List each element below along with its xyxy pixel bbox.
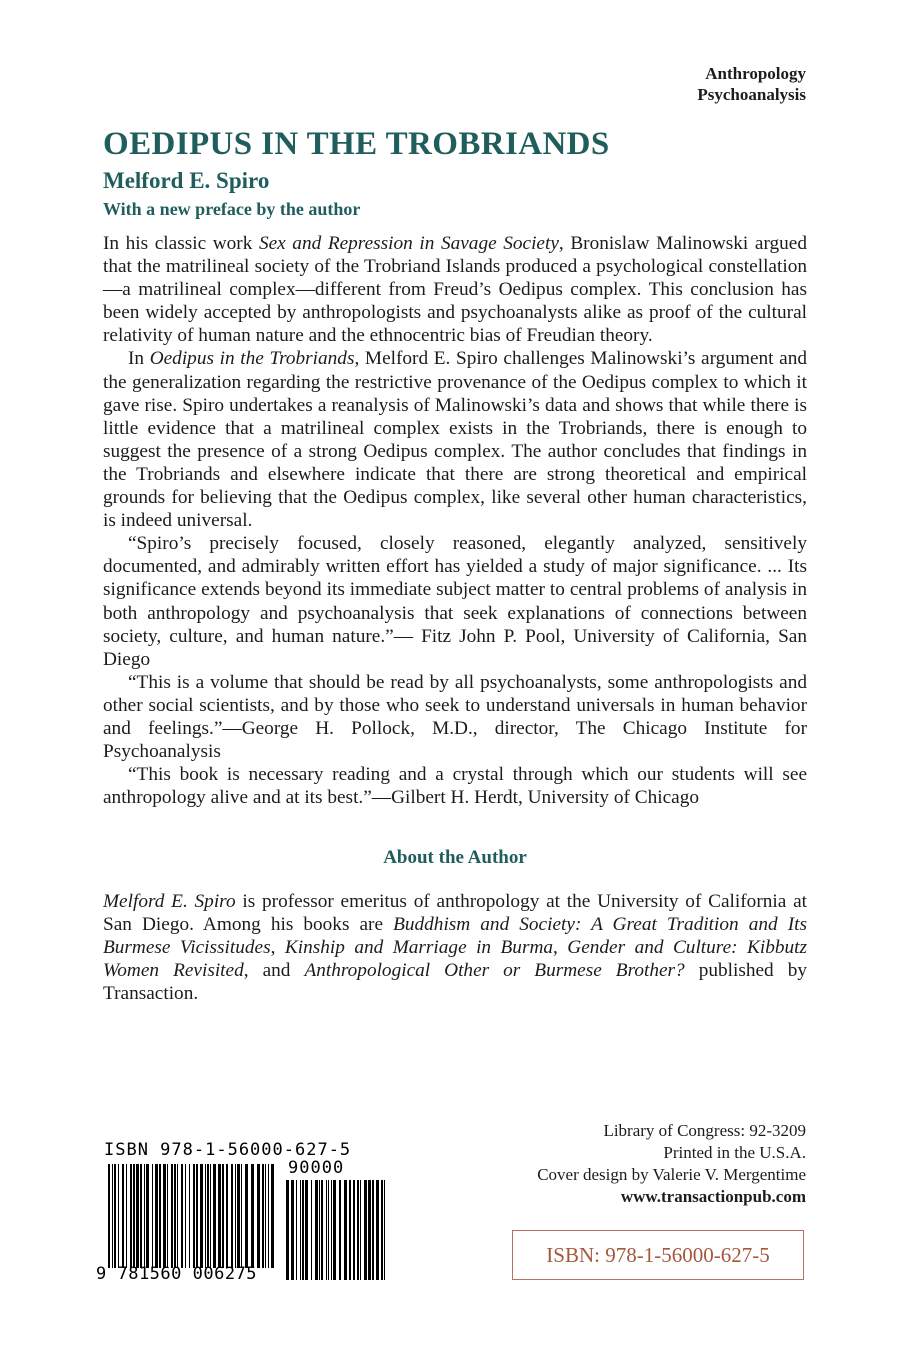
barcode-bar — [155, 1164, 158, 1268]
library-of-congress: Library of Congress: 92-3209 — [603, 1121, 806, 1140]
italic-run: Sex and Repression in Savage Society — [258, 233, 559, 254]
book-title: OEDIPUS IN THE TROBRIANDS — [103, 126, 610, 162]
barcode-bar — [319, 1180, 320, 1280]
barcode-bar — [321, 1180, 323, 1280]
barcode-bar — [331, 1180, 332, 1280]
barcode-bar — [333, 1180, 336, 1280]
barcode-bar — [122, 1164, 124, 1268]
isbn-barcode — [96, 1140, 396, 1290]
description-paragraph-2 — [103, 347, 807, 532]
text-run: , — [553, 937, 568, 959]
barcode-bar — [291, 1180, 294, 1280]
barcode-bar — [213, 1164, 216, 1268]
barcode-bar — [218, 1164, 221, 1268]
barcode-bar — [364, 1180, 367, 1280]
barcode-bar — [344, 1180, 347, 1280]
barcode-bar — [130, 1164, 132, 1268]
barcode-bar — [118, 1164, 119, 1268]
barcode-bar — [171, 1164, 173, 1268]
barcode-bar — [237, 1164, 240, 1268]
barcode-bar — [286, 1180, 289, 1280]
barcode-bar — [136, 1164, 139, 1268]
barcode-bar — [339, 1180, 341, 1280]
barcode-digits: 9 781560 006275 — [96, 1264, 258, 1284]
barcode-bar — [231, 1164, 233, 1268]
barcode-bar — [210, 1164, 211, 1268]
barcode-bar — [360, 1180, 361, 1280]
barcode-bar — [133, 1164, 135, 1268]
italic-run: Kinship and Marriage in Burma — [284, 937, 554, 959]
review-quote-pool: “Spiro’s precisely focused, closely reasoned, elegantly analyzed, sensitively documented, and admirably written effort has yielded a study of major significance. ... Its significance extends beyond its immediate subject matter to central problems of analysis in both anthropology and psychoanalysis that seek explanations of connections between society, culture, and human nature.”— Fitz John P. Pool, University of California, San Diego — [103, 533, 807, 670]
text-run: published by Transaction. — [103, 960, 807, 1005]
description-paragraph-1 — [103, 232, 807, 347]
barcode-bar — [368, 1180, 371, 1280]
barcode-bar — [185, 1164, 186, 1268]
barcode-bar — [257, 1164, 260, 1268]
barcode-bar — [114, 1164, 116, 1268]
barcode-bar — [140, 1164, 142, 1268]
barcode-bar — [349, 1180, 351, 1280]
review-quote-herdt: “This book is necessary reading and a crystal through which our students will see anthropology alive and at its best.”—Gilbert H. Herdt, University of Chicago — [103, 764, 807, 809]
barcode-bar — [126, 1164, 127, 1268]
barcode-bar — [196, 1164, 198, 1268]
barcode-bar — [357, 1180, 359, 1280]
italic-run: Buddhism and Society: A Great Tradition and Its Burmese Vicissitudes — [103, 914, 808, 959]
barcode-bar — [245, 1164, 248, 1268]
barcode-bar — [376, 1180, 379, 1280]
barcode-bar — [311, 1180, 312, 1280]
barcode-bar — [205, 1164, 206, 1268]
barcode-bar — [265, 1164, 266, 1268]
barcode-bar — [152, 1164, 153, 1268]
barcode-isbn-text: ISBN 978-1-56000-627-5 — [104, 1140, 352, 1160]
text-run: , — [270, 937, 285, 959]
barcode-bar — [174, 1164, 176, 1268]
category-anthropology: Anthropology — [705, 64, 806, 83]
italic-run: Melford E. Spiro — [103, 891, 236, 912]
author-bio — [103, 890, 807, 1005]
barcode-bar — [163, 1164, 166, 1268]
barcode-main-bars — [108, 1164, 274, 1268]
review-quote-pollock: “This is a volume that should be read by all psychoanalysts, some anthropologists and other social scientists, and by those who seek to understand universals in human behavior and feelings.”—George H. Pollock, M.D., director, The Chicago Institute for Psychoanalysis — [103, 671, 807, 763]
subject-categories — [697, 63, 806, 105]
barcode-bar — [326, 1180, 327, 1280]
about-author-heading: About the Author — [383, 847, 527, 868]
cover-design-credit: Cover design by Valerie V. Mergentime — [537, 1165, 806, 1184]
barcode-bar — [207, 1164, 209, 1268]
barcode-bar — [271, 1164, 274, 1268]
barcode-bar — [189, 1164, 190, 1268]
barcode-bar — [235, 1164, 236, 1268]
barcode-bar — [328, 1180, 329, 1280]
barcode-bar — [226, 1164, 228, 1268]
italic-run: Anthropological Other or Burmese Brother? — [304, 960, 685, 982]
text-run: In — [128, 348, 150, 370]
barcode-bar — [177, 1164, 178, 1268]
barcode-bar — [302, 1180, 304, 1280]
text-run: In his classic work — [103, 233, 259, 254]
barcode-addon-bars — [286, 1180, 385, 1280]
barcode-bar — [181, 1164, 183, 1268]
barcode-bar — [296, 1180, 297, 1280]
barcode-bar — [381, 1180, 383, 1280]
barcode-bar — [112, 1164, 113, 1268]
barcode-bar — [372, 1180, 374, 1280]
printed-in: Printed in the U.S.A. — [663, 1143, 806, 1162]
text-run: , and — [243, 960, 305, 982]
publisher-website: www.transactionpub.com — [620, 1187, 806, 1206]
barcode-bar — [353, 1180, 355, 1280]
barcode-bar — [300, 1180, 301, 1280]
barcode-bar — [315, 1180, 318, 1280]
category-psychoanalysis: Psychoanalysis — [697, 85, 806, 104]
barcode-bar — [167, 1164, 168, 1268]
barcode-bar — [144, 1164, 145, 1268]
barcode-bar — [384, 1180, 385, 1280]
barcode-addon-text: 90000 — [288, 1158, 345, 1178]
barcode-bar — [268, 1164, 269, 1268]
barcode-bar — [305, 1180, 308, 1280]
barcode-bar — [146, 1164, 149, 1268]
isbn-label: ISBN: 978-1-56000-627-5 — [512, 1230, 804, 1280]
barcode-bar — [200, 1164, 203, 1268]
publication-credits — [537, 1120, 806, 1208]
book-description — [103, 232, 807, 809]
barcode-bar — [159, 1164, 161, 1268]
barcode-bar — [193, 1164, 195, 1268]
text-run: , Bronislaw Malinowski argued that the matrilineal society of the Trobriand Islands produced a psychological constellation—a matrilineal complex—different from Freud’s Oedipus complex. This conclusion has been widely accepted by anthropologists and psychoanalysts alike as proof of the cultural relativity of human nature and the ethnocentric bias of Freudian theory. — [103, 233, 807, 347]
barcode-bar — [222, 1164, 224, 1268]
barcode-bar — [241, 1164, 242, 1268]
barcode-bar — [262, 1164, 264, 1268]
book-author: Melford E. Spiro — [103, 168, 270, 193]
barcode-bar — [108, 1164, 110, 1268]
preface-note: With a new preface by the author — [103, 199, 361, 219]
italic-run: Gender and Culture: Kibbutz Women Revisited — [103, 937, 808, 982]
text-run: , Melford E. Spiro challenges Malinowski’s argument and the generalization regarding the restrictive provenance of the Oedipus complex to which it gave rise. Spiro undertakes a reanalysis of Malinowski’s data and shows that while there is little evidence that a matrilineal complex exists in the Trobriands, there is enough to suggest the presence of a strong Oedipus complex. The author concludes that findings in the Trobriands and elsewhere indicate that there are strong theoretical and empirical grounds for believing that the Oedipus complex, like several other human characteristics, is indeed universal. — [103, 348, 807, 532]
barcode-bar — [251, 1164, 254, 1268]
text-run: is professor emeritus of anthropology at the University of California at San Diego. Among his books are — [103, 891, 807, 936]
italic-run: Oedipus in the Trobriands — [149, 348, 355, 370]
